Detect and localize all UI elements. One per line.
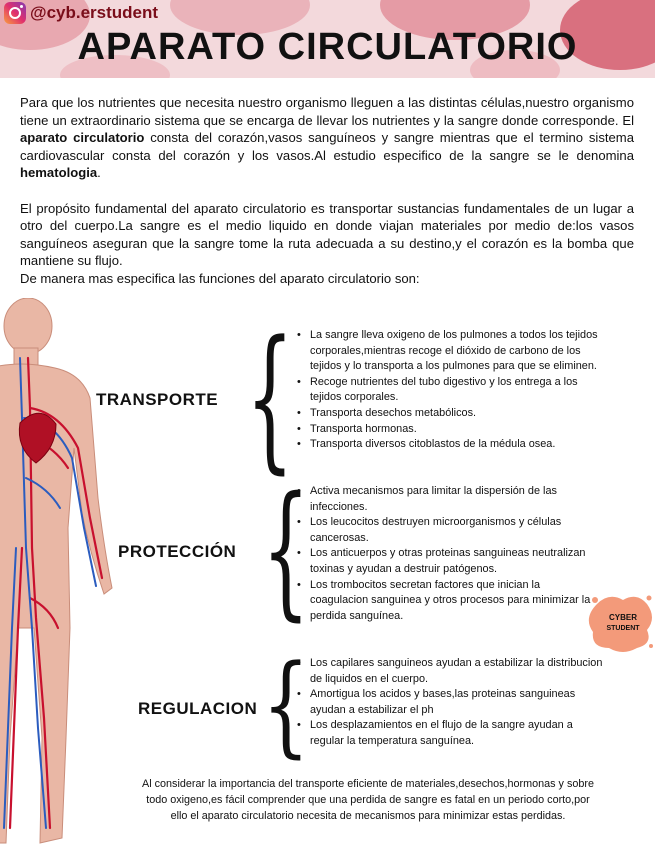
term-hematologia: hematologia xyxy=(20,165,98,181)
list-item: • Los anticuerpos y otras proteinas sanguineas neutralizan toxinas y ayudan a destruir patógenos. xyxy=(310,546,598,577)
list-item: • Transporta desechos metabólicos. xyxy=(310,406,598,422)
intro-paragraph-1 xyxy=(20,94,634,182)
list-item: • La sangre lleva oxigeno de los pulmones a todos los tejidos corporales,mientras recoge el dióxido de carbono de los tejidos y lo transporta a los pulmones para que se eliminen. xyxy=(310,328,598,375)
transporte-list xyxy=(296,328,598,453)
list-item: • Amortigua los acidos y bases,las proteinas sanguineas ayudan a estabilizar el ph xyxy=(310,687,606,718)
intro-text-segment: . xyxy=(97,165,101,181)
list-item: • Los capilares sanguineos ayudan a estabilizar la distribucion de liquidos en el cuerpo. xyxy=(310,656,606,687)
intro-text-segment: Para que los nutrientes que necesita nuestro organismo lleguen a las distintas células,nuestro organismo tiene un extraordinario sistema que se encarga de llevar los nutrientes y la sangre donde corresponde. El xyxy=(20,95,634,128)
proteccion-list xyxy=(296,484,598,624)
list-item: • Los leucocitos destruyen microorganismos y células cancerosas. xyxy=(310,515,598,546)
list-item: • Activa mecanismos para limitar la dispersión de las infecciones. xyxy=(310,484,598,515)
intro-text-segment: consta del corazón,vasos sanguíneos y sangre mientras que el termino sistema cardiovascular consta del corazón y los vasos.Al estudio especifico de la sangre se le denomina xyxy=(20,130,634,163)
intro-paragraph-3: De manera mas especifica las funciones del aparato circulatorio son: xyxy=(20,270,420,286)
conclusion-text: Al considerar la importancia del transporte eficiente de materiales,desechos,hormonas y sobre todo oxigeno,es fácil comprender que una perdida de sangre es fatal en un periodo corto,por ello el aparato circulatorio necesita de mecanismos para minimizar estas perdidas. xyxy=(142,778,594,823)
body-illustration xyxy=(0,298,130,848)
logo-text: STUDENT xyxy=(606,625,640,632)
regulacion-list xyxy=(296,656,606,750)
section-label-regulacion: REGULACION xyxy=(138,699,258,718)
list-item: • Recoge nutrientes del tubo digestivo y los entrega a los tejidos corporales. xyxy=(310,375,598,406)
section-label-proteccion: PROTECCIÓN xyxy=(118,542,237,561)
intro-paragraph-2: El propósito fundamental del aparato circulatorio es transportar sustancias fundamentales de un lugar a otro del cuerpo.La sangre es el medio liquido en donde viajan materiales por medio de:los vasos sanguíneos aseguran que la sangre tome la ruta adecuada a su destino,y el corazón es la bomba que mantiene su flujo. xyxy=(20,200,634,269)
instagram-icon xyxy=(4,2,26,24)
logo-text: CYBER xyxy=(608,613,638,622)
list-item: • Los trombocitos secretan factores que inician la coagulacion sanguinea y otros procesos para minimizar la perdida sanguínea. xyxy=(310,578,598,625)
list-item: • Transporta diversos citoblastos de la médula osea. xyxy=(310,437,598,453)
section-label-transporte: TRANSPORTE xyxy=(96,390,219,409)
curly-brace-icon: { xyxy=(246,307,294,489)
social-handle[interactable] xyxy=(4,2,158,24)
term-aparato-circulatorio: aparato circulatorio xyxy=(20,130,145,146)
curly-brace-icon: { xyxy=(262,640,310,769)
page-title: APARATO CIRCULATORIO xyxy=(77,26,578,68)
handle-text: @cyb.erstudent xyxy=(30,3,159,22)
curly-brace-icon: { xyxy=(262,464,310,635)
list-item: • Los desplazamientos en el flujo de la sangre ayudan a regular la temperatura sanguínea. xyxy=(310,718,606,749)
intro-text xyxy=(20,94,634,288)
cyber-student-logo xyxy=(587,590,655,654)
list-item: • Transporta hormonas. xyxy=(310,422,598,438)
header-banner xyxy=(0,0,655,78)
